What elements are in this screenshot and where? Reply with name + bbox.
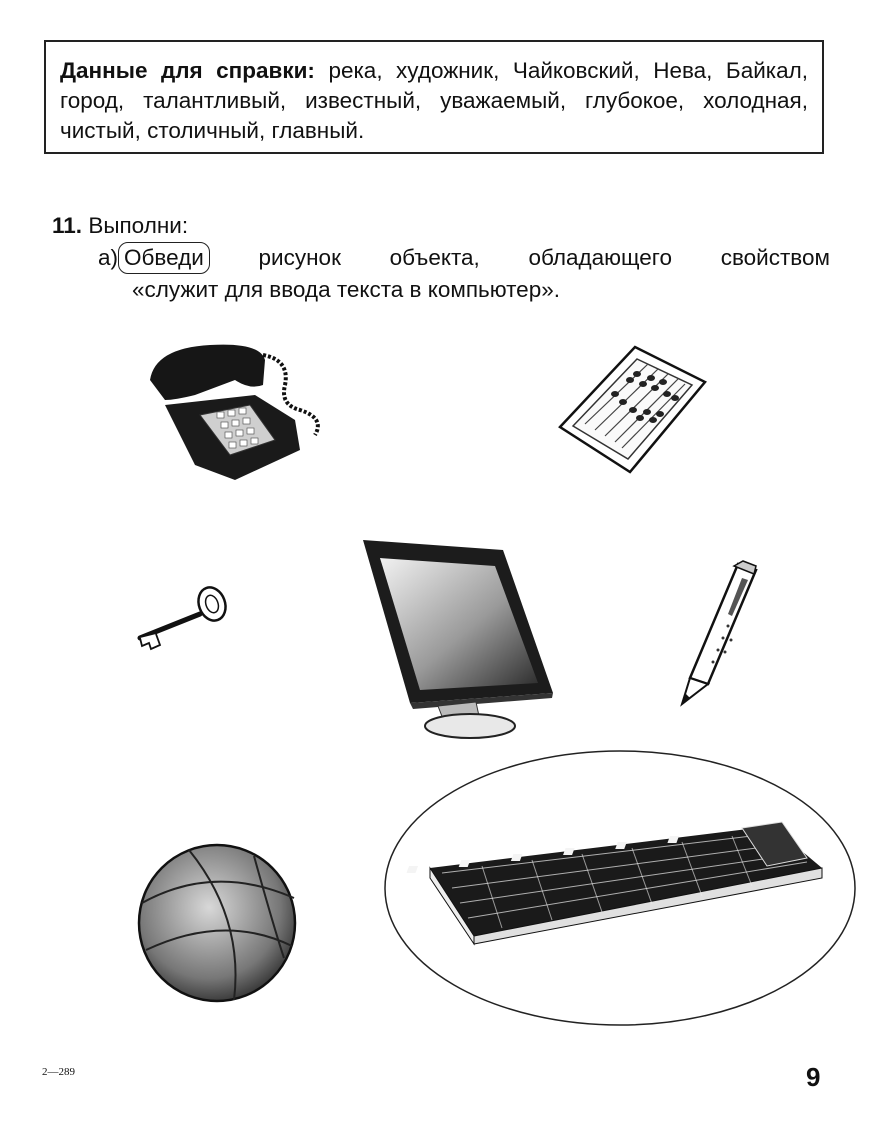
footer-code: 2—289: [42, 1066, 75, 1078]
pen-icon: [668, 556, 768, 716]
reference-words: река, художник, Чайковский, Нева, Байкал, город, талантливый, известный, уважаемый, глубокое, холодная, чистый, столичный, главный.: [60, 58, 809, 143]
telephone-icon: [135, 340, 335, 490]
picture-pen[interactable]: [668, 556, 768, 716]
task-number: 11.: [52, 213, 83, 238]
picture-telephone[interactable]: [135, 340, 335, 490]
page-number: 9: [806, 1062, 821, 1092]
key-icon: [132, 582, 232, 657]
picture-keyboard[interactable]: [382, 748, 862, 1033]
reference-box: [44, 40, 824, 154]
picture-ball[interactable]: [134, 838, 304, 1008]
picture-monitor[interactable]: [358, 538, 558, 748]
ball-icon: [134, 838, 304, 1008]
task-title: Выполни:: [88, 213, 189, 238]
task-instruction-line2: «служит для ввода текста в компьютер».: [132, 277, 560, 302]
abacus-icon: [555, 342, 710, 482]
picture-abacus[interactable]: [555, 342, 710, 482]
reference-label: Данные для справки:: [60, 58, 315, 83]
picture-key[interactable]: [132, 582, 232, 657]
keyboard-icon: [382, 748, 862, 1033]
task-heading: [52, 210, 830, 242]
instruction-rest: рисунок объекта, обладающего свойством: [258, 245, 830, 270]
item-marker: а): [98, 245, 119, 270]
task-11: [52, 210, 830, 306]
circled-word: Обведи: [118, 242, 210, 274]
task-instruction-line1: [98, 242, 830, 274]
monitor-icon: [358, 538, 558, 748]
